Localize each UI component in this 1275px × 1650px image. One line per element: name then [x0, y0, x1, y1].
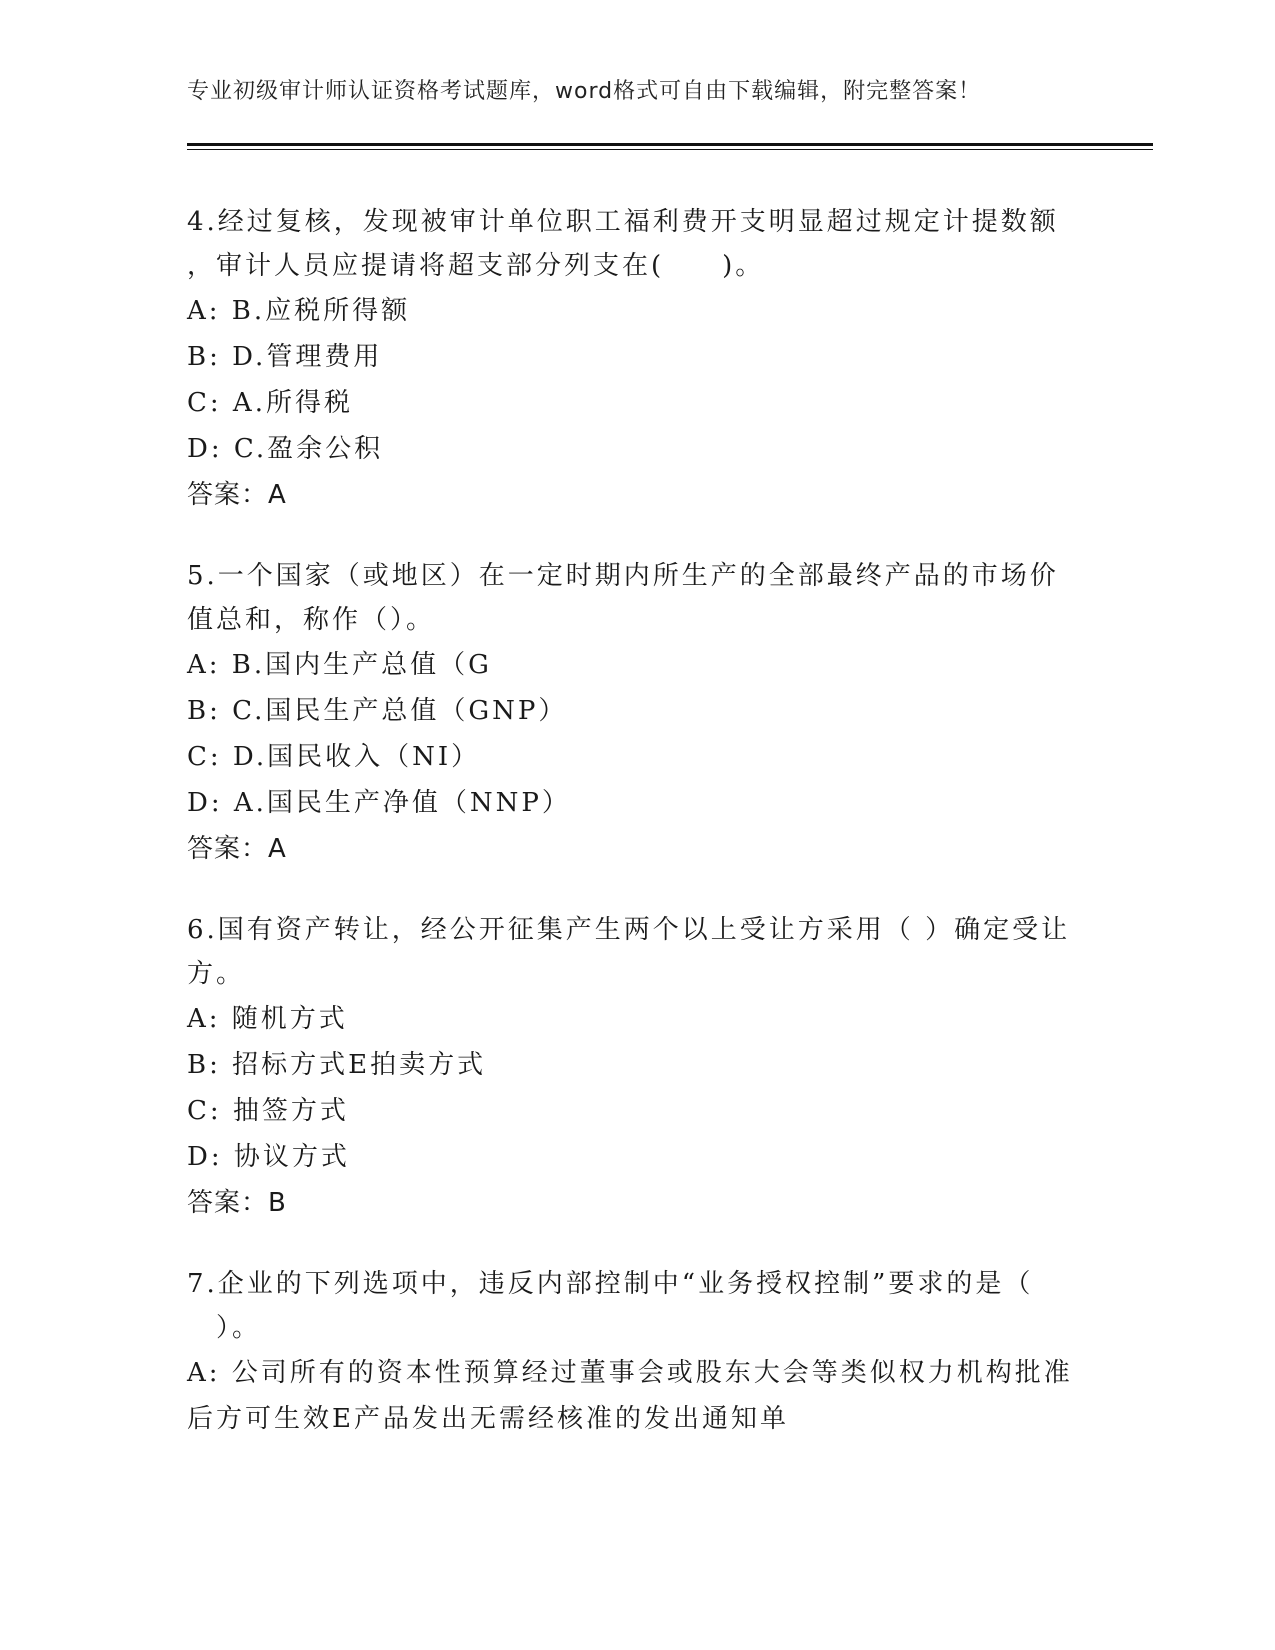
answer-line: 答案：A: [187, 480, 287, 510]
question-stem: 5.一个国家（或地区）在一定时期内所生产的全部最终产品的市场价: [187, 561, 1059, 591]
option-d: D: A.国民生产净值（NNP）: [187, 788, 571, 818]
question-stem: 4.经过复核，发现被审计单位职工福利费开支明显超过规定计提数额: [187, 207, 1059, 237]
header-divider-thick: [187, 143, 1153, 146]
option-c: C: A.所得税: [187, 388, 353, 418]
option-b: B: C.国民生产总值（GNP）: [187, 696, 568, 726]
option-a-continued: 后方可生效E产品发出无需经核准的发出通知单: [187, 1404, 789, 1434]
question-stem-continued: ，审计人员应提请将超支部分列支在( )。: [187, 251, 765, 281]
question-6: [187, 908, 1087, 1226]
option-d: D: C.盈余公积: [187, 434, 384, 464]
question-stem: 7.企业的下列选项中，违反内部控制中“业务授权控制”要求的是（: [187, 1269, 1034, 1299]
header-divider-thin: [187, 149, 1153, 150]
option-a: A: B.应税所得额: [187, 296, 411, 326]
question-stem-continued: 方。: [187, 959, 246, 989]
option-c: C: 抽签方式: [187, 1096, 349, 1126]
option-a: A: 公司所有的资本性预算经过董事会或股东大会等类似权力机构批准: [187, 1358, 1073, 1388]
option-a: A: 随机方式: [187, 1004, 348, 1034]
question-stem-continued: 值总和，称作（）。: [187, 605, 436, 635]
option-c: C: D.国民收入（NI）: [187, 742, 481, 772]
option-d: D: 协议方式: [187, 1142, 350, 1172]
question-5: [187, 554, 1087, 872]
question-7: [187, 1262, 1087, 1442]
page-header-title: 专业初级审计师认证资格考试题库，word格式可自由下载编辑，附完整答案！: [187, 79, 982, 104]
question-list: [187, 200, 1087, 1478]
question-4: [187, 200, 1087, 518]
question-stem: 6.国有资产转让，经公开征集产生两个以上受让方采用（ ）确定受让: [187, 915, 1071, 945]
option-b: B: 招标方式E拍卖方式: [187, 1050, 487, 1080]
answer-line: 答案：A: [187, 834, 287, 864]
question-stem-continued: ）。: [187, 1313, 262, 1343]
answer-line: 答案：B: [187, 1188, 287, 1218]
option-a: A: B.国内生产总值（G: [187, 650, 492, 680]
option-b: B: D.管理费用: [187, 342, 383, 372]
